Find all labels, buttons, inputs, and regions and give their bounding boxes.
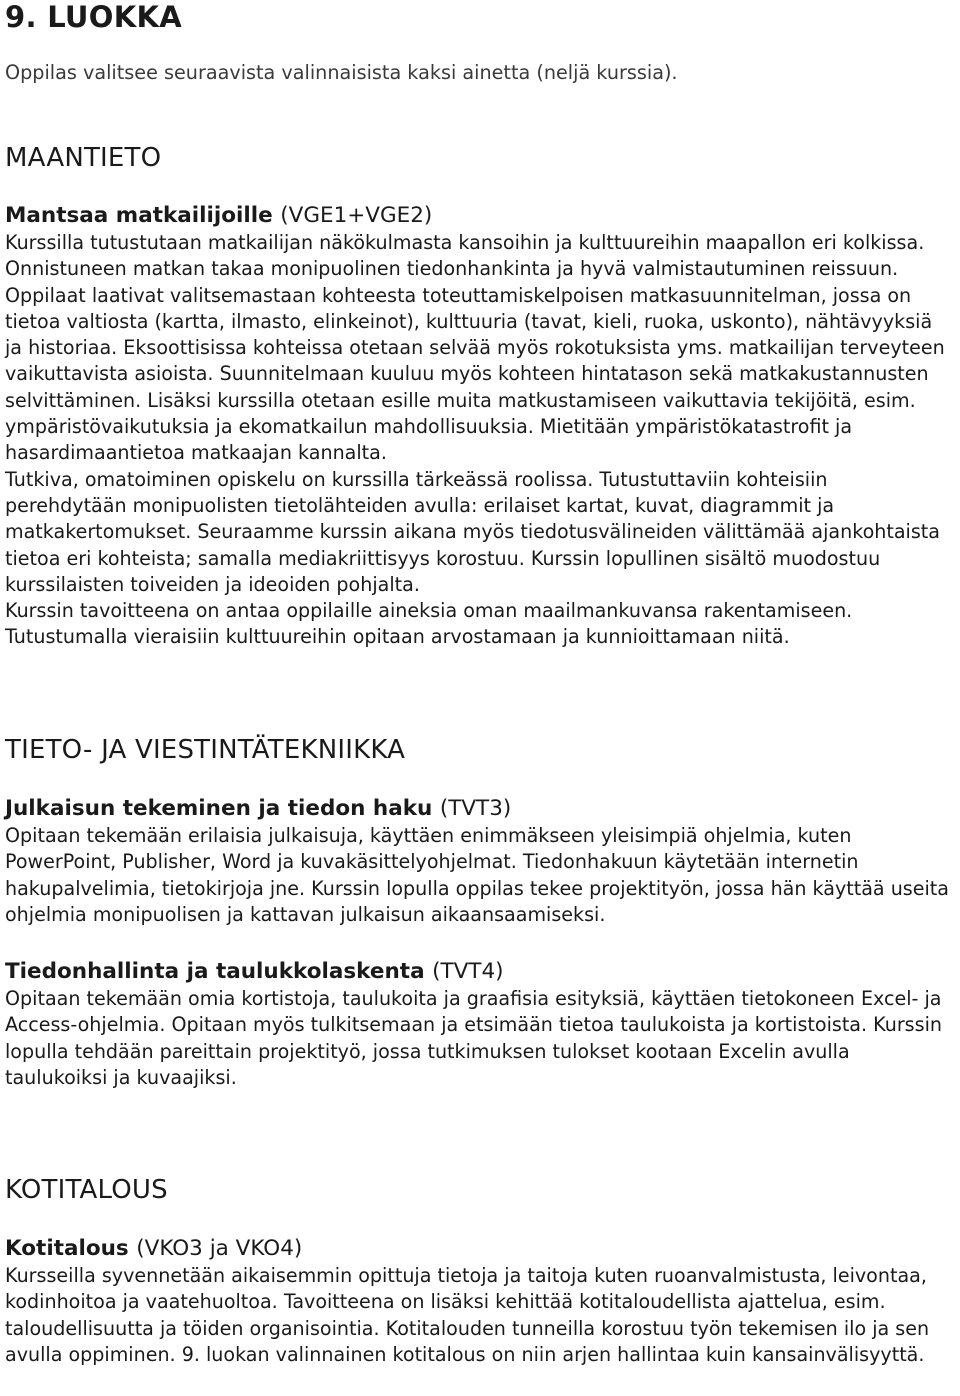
course-name: Julkaisun tekeminen ja tiedon haku: [5, 796, 433, 821]
course-paragraph: Kurssilla tutustutaan matkailijan näkökulmasta kansoihin ja kulttuureihin maapallon eri kolkissa. Onnistuneen matkan takaa monipuolinen tiedonhankinta ja hyvä valmistautuminen reissuun. Oppilaat laativat valitsemastaan kohteesta toteuttamiskelpoisen matkasuunnitelman, jossa on tietoa valtiosta (kartta, ilmasto, elinkeinot), kulttuuria (tavat, kieli, ruoka, uskonto), nähtävyyksiä ja historiaa. Eksoottisissa kohteissa otetaan selvää myös rokotuksista yms. matkailijan terveyteen vaikuttavista asioista. Suunnitelmaan kuuluu myös kohteen hintatason sekä matkakustannusten selvittäminen. Lisäksi kurssilla otetaan esille muita matkustamiseen vaikuttavia tekijöitä, esim. ympäristövaikutuksia ja ekomatkailun mahdollisuuksia. Mietitään ympäristökatastrofit ja hasardimaantietoa matkaajan kannalta.: [5, 231, 945, 465]
course-code: (VGE1+VGE2): [280, 203, 433, 228]
course-description: [5, 1263, 950, 1368]
page-title: 9. LUOKKA: [5, 0, 183, 34]
course-code: (TVT3): [439, 796, 512, 821]
course-name: Mantsaa matkailijoille: [5, 203, 273, 228]
course-heading: [5, 202, 950, 229]
subject-heading-kotitalous: KOTITALOUS: [5, 1175, 168, 1205]
course-name: Kotitalous: [5, 1236, 129, 1261]
course-description: [5, 230, 950, 651]
course-paragraph: Kursseilla syvennetään aikaisemmin opittuja tietoja ja taitoja kuten ruoanvalmistusta, leivontaa, kodinhoitoa ja vaatehuoltoa. Tavoitteena on lisäksi kehittää kotitaloudellista ajattelua, esim. taloudellisuutta ja töiden organisointia. Kotitalouden tunneilla korostuu työn tekemisen ilo ja sen avulla oppiminen. 9. luokan valinnainen kotitalous on niin arjen hallintaa kuin kansainvälisyyttä.: [5, 1264, 930, 1366]
course-heading: [5, 795, 950, 822]
course-code: (TVT4): [432, 959, 504, 984]
course-kotitalous: [5, 1235, 950, 1368]
subject-heading-tieto-ja-viestintatekniikka: TIETO- JA VIESTINTÄTEKNIIKKA: [5, 735, 406, 765]
course-description: [5, 823, 950, 928]
course-julkaisun-tekeminen: [5, 795, 950, 928]
course-paragraph: Opitaan tekemään erilaisia julkaisuja, käyttäen enimmäkseen yleisimpiä ohjelmia, kuten PowerPoint, Publisher, Word ja kuvakäsittelyohjelmat. Tiedonhakuun käytetään internetin hakupalvelimia, tietokirjoja jne. Kurssin lopulla oppilas tekee projektityön, jossa hän käyttää useita ohjelmia monipuolisen ja kattavan julkaisun aikaansaamiseksi.: [5, 824, 949, 926]
course-name: Tiedonhallinta ja taulukkolaskenta: [5, 959, 425, 984]
page-intro: Oppilas valitsee seuraavista valinnaisista kaksi ainetta (neljä kurssia).: [5, 61, 678, 84]
course-heading: [5, 958, 950, 985]
course-code: (VKO3 ja VKO4): [136, 1236, 303, 1261]
course-paragraph: Opitaan tekemään omia kortistoja, taulukoita ja graafisia esityksiä, käyttäen tietokoneen Excel- ja Access-ohjelmia. Opitaan myös tulkitsemaan ja etsimään tietoa taulukoista ja kortistoista. Kurssin lopulla tehdään pareittain projektityö, jossa tutkimuksen tulokset kootaan Excelin avulla taulukoiksi ja kuvaajiksi.: [5, 987, 942, 1089]
course-paragraph: Kurssin tavoitteena on antaa oppilaille aineksia oman maailmankuvansa rakentamiseen. Tutustumalla vieraisiin kulttuureihin opitaan arvostamaan ja kunnioittamaan niitä.: [5, 599, 853, 649]
subject-heading-maantieto: MAANTIETO: [5, 143, 162, 173]
course-mantsaa-matkailijoille: [5, 202, 950, 651]
course-description: [5, 986, 950, 1091]
course-heading: [5, 1235, 950, 1262]
course-tiedonhallinta: [5, 958, 950, 1091]
course-paragraph: Tutkiva, omatoiminen opiskelu on kurssilla tärkeässä roolissa. Tutustuttaviin kohteisiin perehdytään monipuolisten tietolähteiden avulla: erilaiset kartat, kuvat, diagrammit ja matkakertomukset. Seuraamme kurssin aikana myös tiedotusvälineiden välittämää ajankohtaista tietoa eri kohteista; samalla mediakriittisyys korostuu. Kurssin lopullinen sisältö muodostuu kurssilaisten toiveiden ja ideoiden pohjalta.: [5, 467, 940, 596]
